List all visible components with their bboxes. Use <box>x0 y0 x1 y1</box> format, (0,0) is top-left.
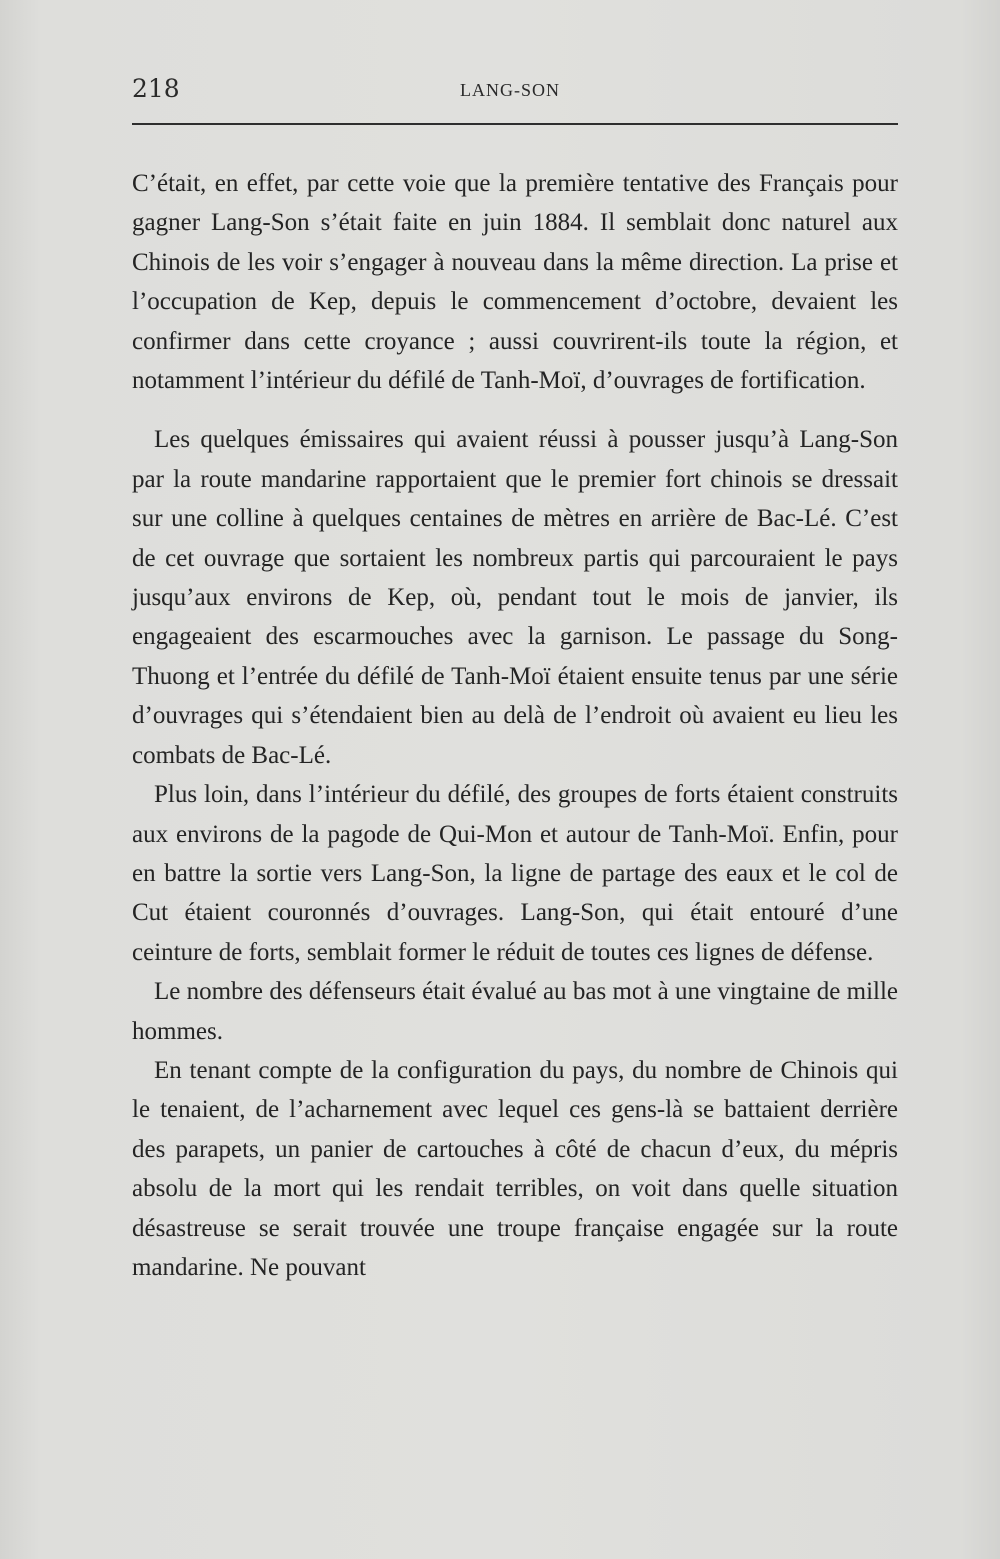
paragraph-3: Plus loin, dans l’intérieur du défilé, des groupes de forts étaient construits aux environs de la pagode de Qui-Mon et autour de Tanh-Moï. Enfin, pour en battre la sortie vers Lang-Son, la ligne de partage des eaux et le col de Cut étaient couronnés d’ouvrages. Lang-Son, qui était entouré d’une ceinture de forts, semblait former le réduit de toutes ces lignes de défense. <box>132 781 898 966</box>
running-head: LANG-SON <box>460 80 560 100</box>
page-header <box>132 72 902 112</box>
paragraph-1: C’était, en effet, par cette voie que la première tentative des Français pour gagner Lang-Son s’était faite en juin 1884. Il semblait donc naturel aux Chinois de les voir s’engager à nouveau dans la même direction. La prise et l’occupation de Kep, depuis le commencement d’octobre, devaient les confirmer dans cette croyance ; aussi couvrirent-ils toute la région, et notamment l’intérieur du défilé de Tanh-Moï, d’ouvrages de fortification. <box>132 170 898 395</box>
paragraph-5: En tenant compte de la configuration du pays, du nombre de Chinois qui le tenaient, de l’acharnement avec lequel ces gens-là se battaient derrière des parapets, un panier de cartouches à côté de chacun d’eux, du mépris absolu de la mort qui les rendait terribles, on voit dans quelle situation désastreuse se serait trouvée une troupe française engagée sur la route mandarine. Ne pouvant <box>132 1056 898 1281</box>
paragraph-4: Le nombre des défenseurs était évalué au bas mot à une vingtaine de mille hommes. <box>132 978 898 1045</box>
header-rule <box>132 123 898 125</box>
body-text <box>132 164 898 1287</box>
page-number: 218 <box>132 74 180 103</box>
paragraph-2: Les quelques émissaires qui avaient réussi à pousser jusqu’à Lang-Son par la route mandarine rapportaient que le premier fort chinois se dressait sur une colline à quelques centaines de mètres en arrière de Bac-Lé. C’est de cet ouvrage que sortaient les nombreux partis qui parcouraient le pays jusqu’aux environs de Kep, où, pendant tout le mois de janvier, ils engageaient des escarmouches avec la garnison. Le passage du Song-Thuong et l’entrée du défilé de Tanh-Moï étaient ensuite tenus par une série d’ouvrages qui s’étendaient bien au delà de l’endroit où avaient eu lieu les combats de Bac-Lé. <box>132 426 898 769</box>
